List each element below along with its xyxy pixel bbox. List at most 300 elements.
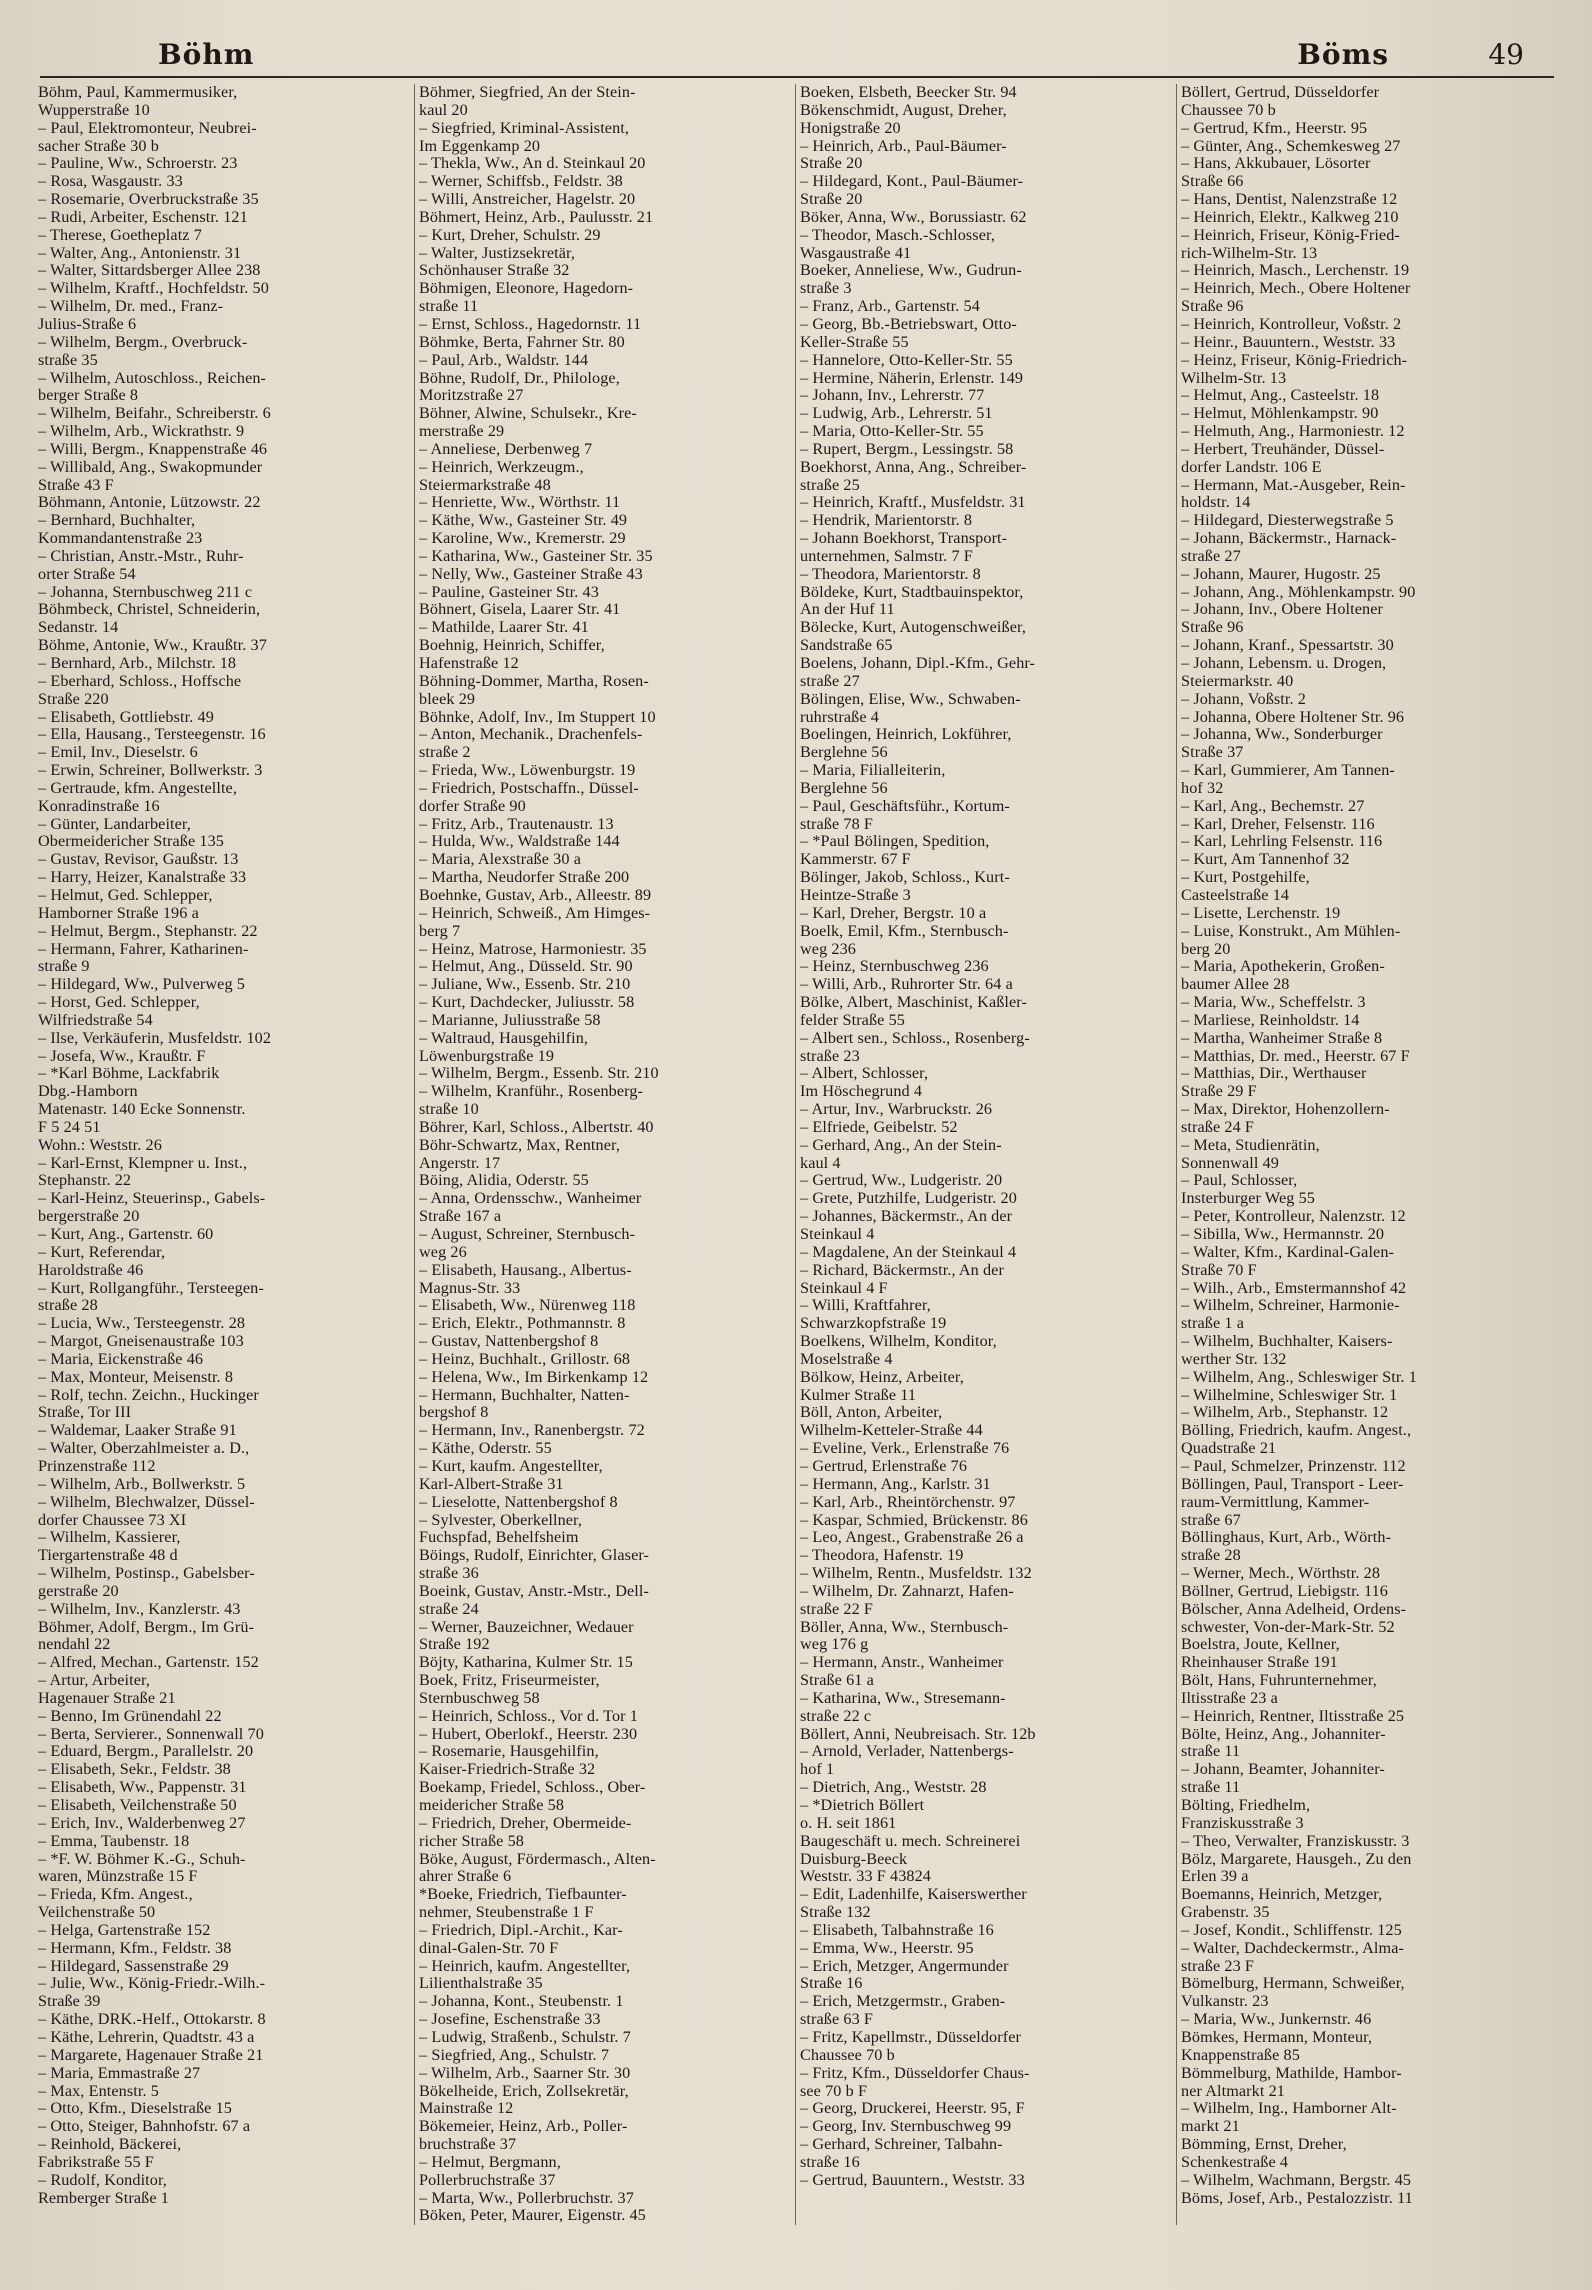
directory-entry-line: – Elisabeth, Ww., Nürenweg 118 — [419, 1297, 636, 1315]
directory-entry-line: straße 28 — [38, 1297, 98, 1315]
directory-entry-line: Chaussee 70 b — [800, 2046, 895, 2064]
directory-entry-line: – Katharina, Ww., Stresemann- — [800, 1689, 1006, 1707]
directory-entry-line: – Karl, Dreher, Felsenstr. 116 — [1181, 815, 1375, 833]
directory-entry-line: – Hildegard, Sassenstraße 29 — [38, 1957, 229, 1975]
directory-entry-line: – Fritz, Arb., Trautenaustr. 13 — [419, 815, 614, 833]
directory-entry-line: – Leo, Angest., Grabenstraße 26 a — [800, 1529, 1024, 1547]
directory-entry-line: straße 16 — [800, 2153, 860, 2171]
directory-entry-line: – Kurt, kaufm. Angestellter, — [419, 1457, 603, 1475]
directory-entry-line: – Karl-Ernst, Klempner u. Inst., — [38, 1154, 248, 1172]
directory-entry-line: – Max, Entenstr. 5 — [38, 2082, 159, 2100]
directory-entry-line: – Gertrud, Ww., Ludgeristr. 20 — [800, 1172, 1003, 1190]
directory-entry-line: – Erich, Elektr., Pothmannstr. 8 — [419, 1315, 626, 1333]
directory-entry-line: – Kurt, Am Tannenhof 32 — [1181, 851, 1350, 869]
directory-entry-line: Boemanns, Heinrich, Metzger, — [1181, 1886, 1383, 1904]
directory-entry-line: Boekamp, Friedel, Schloss., Ober- — [419, 1779, 646, 1797]
directory-entry-line: kaul 4 — [800, 1154, 841, 1172]
directory-entry-line: Straße 132 — [800, 1904, 871, 1922]
directory-entry-line: – Johann, Kranf., Spessartstr. 30 — [1181, 637, 1394, 655]
directory-entry-line: – Horst, Ged. Schlepper, — [38, 994, 200, 1012]
page-header — [40, 30, 1554, 78]
directory-entry-line: – Frieda, Kfm. Angest., — [38, 1886, 193, 1904]
directory-entry-line: – Helmut, Möhlenkampstr. 90 — [1181, 405, 1379, 423]
directory-entry-line: Böllingen, Paul, Transport - Leer- — [1181, 1475, 1404, 1493]
directory-entry-line: – Georg, Inv. Sternbuschweg 99 — [800, 2118, 1012, 2136]
directory-entry-line: Boek, Fritz, Friseurmeister, — [419, 1672, 600, 1690]
directory-entry-line: Julius-Straße 6 — [38, 315, 137, 333]
directory-entry-line: – Rupert, Bergm., Lessingstr. 58 — [800, 440, 1014, 458]
directory-entry-line: – Maria, Emmastraße 27 — [38, 2064, 201, 2082]
directory-entry-line: nendahl 22 — [38, 1636, 111, 1654]
directory-entry-line: – Henriette, Ww., Wörthstr. 11 — [419, 494, 621, 512]
directory-entry-line: – Willi, Arb., Ruhrorter Str. 64 a — [800, 976, 1013, 994]
directory-entry-line: Böllert, Anni, Neubreisach. Str. 12b — [800, 1725, 1036, 1743]
directory-entry-line: – Maria, Apothekerin, Großen- — [1181, 958, 1385, 976]
directory-entry-line: – Paul, Schmelzer, Prinzenstr. 112 — [1181, 1457, 1406, 1475]
directory-entry-line: – Pauline, Gasteiner Str. 43 — [419, 583, 599, 601]
directory-entry-line: – Therese, Goetheplatz 7 — [38, 226, 202, 244]
directory-entry-line: bleek 29 — [419, 690, 476, 708]
directory-entry-line: Sedanstr. 14 — [38, 619, 119, 637]
directory-entry-line: Wilhelm-Ketteler-Straße 44 — [800, 1422, 983, 1440]
directory-entry-line: – Johann, Voßstr. 2 — [1181, 690, 1306, 708]
directory-entry-line: – Maria, Eickenstraße 46 — [38, 1350, 204, 1368]
directory-entry-line: Fuchspfad, Behelfsheim — [419, 1529, 579, 1547]
directory-entry-line: Böke, August, Fördermasch., Alten- — [419, 1850, 656, 1868]
directory-entry-line: – Werner, Schiffsb., Feldstr. 38 — [419, 173, 623, 191]
directory-entry-line: – Wilhelm, Dr. med., Franz- — [38, 298, 224, 316]
directory-entry-line: – Paul, Arb., Waldstr. 144 — [419, 351, 589, 369]
directory-entry-line: – Elisabeth, Gottliebstr. 49 — [38, 708, 214, 726]
directory-entry-line: – Hermann, Mat.-Ausgeber, Rein- — [1181, 476, 1406, 494]
directory-entry-line: Straße 220 — [38, 690, 109, 708]
directory-entry-line: straße 27 — [1181, 547, 1241, 565]
directory-entry-line: – Gerhard, Ang., An der Stein- — [800, 1136, 1002, 1154]
directory-entry-line: – *Karl Böhme, Lackfabrik — [38, 1065, 220, 1083]
directory-entry-line: Heintze-Straße 3 — [800, 886, 911, 904]
directory-entry-line: – Walter, Dachdeckermstr., Alma- — [1181, 1939, 1405, 1957]
directory-entry-line: – Gustav, Nattenbergshof 8 — [419, 1333, 599, 1351]
directory-entry-line: – Hans, Dentist, Nalenzstraße 12 — [1181, 191, 1398, 209]
directory-entry-line: orter Straße 54 — [38, 565, 136, 583]
directory-entry-line: – Elisabeth, Talbahnstraße 16 — [800, 1921, 994, 1939]
directory-entry-line: – Artur, Arbeiter, — [38, 1672, 150, 1690]
directory-entry-line: straße 63 F — [800, 2011, 874, 2029]
directory-entry-line: – Walter, Kfm., Kardinal-Galen- — [1181, 1243, 1395, 1261]
directory-entry-line: bruchstraße 37 — [419, 2136, 517, 2154]
directory-entry-line: straße 24 F — [1181, 1118, 1255, 1136]
directory-entry-line: Bölte, Heinz, Ang., Johanniter- — [1181, 1725, 1386, 1743]
directory-entry-line: – Heinrich, Friseur, König-Fried- — [1181, 226, 1400, 244]
directory-entry-line: – Heinrich, Kontrolleur, Voßstr. 2 — [1181, 315, 1402, 333]
directory-entry-line: – Heinrich, Schloss., Vor d. Tor 1 — [419, 1707, 638, 1725]
directory-entry-line: – Walter, Sittardsberger Allee 238 — [38, 262, 261, 280]
directory-entry-line: unternehmen, Salmstr. 7 F — [800, 547, 973, 565]
directory-entry-line: – Frieda, Ww., Löwenburgstr. 19 — [419, 762, 636, 780]
directory-entry-line: – *Dietrich Böllert — [800, 1797, 925, 1814]
directory-entry-line: – Helmuth, Ang., Harmoniestr. 12 — [1181, 423, 1405, 441]
directory-entry-line: – Elfriede, Geibelstr. 52 — [800, 1118, 958, 1136]
directory-entry-line: Boehnke, Gustav, Arb., Alleestr. 89 — [419, 886, 652, 904]
directory-entry-line: Boeker, Anneliese, Ww., Gudrun- — [800, 262, 1022, 280]
directory-entry-line: Böhmigen, Eleonore, Hagedorn- — [419, 280, 634, 298]
directory-entry-line: – Heinz, Matrose, Harmoniestr. 35 — [419, 940, 647, 958]
directory-entry-line: werther Str. 132 — [1181, 1350, 1287, 1368]
directory-entry-line: – Gustav, Revisor, Gaußstr. 13 — [38, 851, 239, 869]
directory-entry-line: *Boeke, Friedrich, Tiefbaunter- — [419, 1886, 627, 1904]
directory-entry-line: Konradinstraße 16 — [38, 797, 160, 815]
directory-entry-line: – Wilhelm, Bergm., Overbruck- — [38, 333, 248, 351]
directory-entry-line: Hafenstraße 12 — [419, 655, 519, 672]
directory-entry-line: – Johannes, Bäckermstr., An der — [800, 1208, 1013, 1226]
directory-entry-line: Mainstraße 12 — [419, 2100, 514, 2118]
directory-entry-line: Haroldstraße 46 — [38, 1261, 144, 1279]
directory-entry-line: – Georg, Bb.-Betriebswart, Otto- — [800, 315, 1017, 333]
directory-entry-line: – Theodora, Marientorstr. 8 — [800, 565, 981, 583]
directory-entry-line: Straße 167 a — [419, 1208, 502, 1226]
directory-entry-line: Straße 20 — [800, 191, 863, 209]
directory-entry-line: gerstraße 20 — [38, 1582, 119, 1600]
directory-entry-line: – Anneliese, Derbenweg 7 — [419, 440, 593, 458]
directory-entry-line: – Julie, Ww., König-Friedr.-Wilh.- — [38, 1975, 266, 1993]
directory-entry-line: straße 23 F — [1181, 1957, 1255, 1975]
directory-entry-line: Straße 192 — [419, 1636, 490, 1654]
directory-entry-line: – Paul, Elektromonteur, Neubrei- — [38, 119, 257, 137]
directory-entry-line: straße 11 — [1181, 1779, 1241, 1797]
directory-entry-line: Bölling, Friedrich, kaufm. Angest., — [1181, 1422, 1412, 1440]
directory-entry-line: – Friedrich, Dreher, Obermeide- — [419, 1814, 632, 1832]
directory-entry-line: straße 35 — [38, 351, 98, 369]
directory-entry-line: Kammerstr. 67 F — [800, 851, 911, 869]
directory-entry-line: Böhnke, Adolf, Inv., Im Stuppert 10 — [419, 708, 656, 726]
directory-entry-line: Schönhauser Straße 32 — [419, 262, 570, 280]
directory-entry-line: Boeken, Elsbeth, Beecker Str. 94 — [800, 84, 1017, 101]
directory-entry-line: Chaussee 70 b — [1181, 101, 1276, 119]
directory-entry-line: Bölingen, Elise, Ww., Schwaben- — [800, 690, 1021, 708]
directory-entry-line: straße 23 — [800, 1047, 860, 1065]
directory-entry-line: Straße 20 — [800, 155, 863, 173]
directory-entry-line: hof 32 — [1181, 779, 1224, 797]
directory-entry-line: – Heinrich, Schweiß., Am Himges- — [419, 904, 651, 922]
directory-entry-line: – Theo, Verwalter, Franziskusstr. 3 — [1181, 1832, 1410, 1850]
directory-entry-line: – Maria, Ww., Junkernstr. 46 — [1181, 2011, 1372, 2029]
directory-entry-line: Steiermarkstr. 40 — [1181, 672, 1294, 690]
directory-entry-line: Duisburg-Beeck — [800, 1850, 908, 1868]
directory-entry-line: – Artur, Inv., Warbruckstr. 26 — [800, 1101, 993, 1119]
directory-entry-line: meidericher Straße 58 — [419, 1797, 565, 1814]
directory-entry-line: – Nelly, Ww., Gasteiner Straße 43 — [419, 565, 643, 583]
directory-entry-line: – Elisabeth, Sekr., Feldstr. 38 — [38, 1761, 231, 1779]
directory-entry-line: – Hildegard, Diesterwegstraße 5 — [1181, 512, 1394, 530]
directory-entry-line: Wohn.: Weststr. 26 — [38, 1136, 162, 1154]
directory-entry-line: – Wilhelm, Postinsp., Gabelsber- — [38, 1565, 255, 1583]
directory-entry-line: straße 36 — [419, 1565, 479, 1583]
directory-entry-line: Moselstraße 4 — [800, 1350, 893, 1368]
directory-entry-line: – Emil, Inv., Dieselstr. 6 — [38, 744, 198, 762]
directory-entry-line: Iltisstraße 23 a — [1181, 1689, 1278, 1707]
directory-entry-line: – Hubert, Oberlokf., Heerstr. 230 — [419, 1725, 638, 1743]
directory-entry-line: – Wilhelm, Arb., Wickrathstr. 9 — [38, 423, 245, 441]
directory-entry-line: – Peter, Kontrolleur, Nalenzstr. 12 — [1181, 1208, 1406, 1226]
directory-entry-line: – Maria, Otto-Keller-Str. 55 — [800, 423, 984, 441]
directory-entry-line: dorfer Chaussee 73 XI — [38, 1511, 187, 1529]
directory-entry-line: Boelk, Emil, Kfm., Sternbusch- — [800, 922, 1009, 940]
directory-entry-line: Bömkes, Hermann, Monteur, — [1181, 2028, 1373, 2046]
directory-entry-line: – Rudi, Arbeiter, Eschenstr. 121 — [38, 208, 248, 226]
directory-entry-line: – Wilhelm, Beifahr., Schreiberstr. 6 — [38, 405, 271, 423]
directory-entry-line: – Elisabeth, Veilchenstraße 50 — [38, 1797, 237, 1814]
directory-entry-line: – August, Schreiner, Sternbusch- — [419, 1226, 636, 1243]
directory-entry-line: straße 67 — [1181, 1511, 1241, 1529]
directory-entry-line: Berglehne 56 — [800, 779, 888, 797]
directory-entry-line: Casteelstraße 14 — [1181, 886, 1290, 904]
directory-entry-line: Grabenstr. 35 — [1181, 1904, 1270, 1922]
directory-entry-line: – Helmut, Bergmann, — [419, 2153, 561, 2171]
directory-entry-line: – Willi, Bergm., Knappenstraße 46 — [38, 440, 268, 458]
directory-entry-line: Böhner, Alwine, Schulsekr., Kre- — [419, 405, 637, 423]
directory-entry-line: Straße 61 a — [800, 1672, 874, 1690]
directory-entry-line: – Berta, Servierer., Sonnenwall 70 — [38, 1725, 264, 1743]
directory-entry-line: Boelingen, Heinrich, Lokführer, — [800, 726, 1012, 744]
directory-entry-line: Boelstra, Joute, Kellner, — [1181, 1636, 1340, 1654]
directory-entry-line: Obermeidericher Straße 135 — [38, 833, 224, 851]
directory-entry-line: Keller-Straße 55 — [800, 333, 909, 351]
directory-entry-line: Berglehne 56 — [800, 744, 888, 762]
directory-entry-line: Honigstraße 20 — [800, 119, 901, 137]
directory-entry-line: – Georg, Druckerei, Heerstr. 95, F — [800, 2100, 1025, 2118]
directory-entry-line: – Matthias, Dir., Werthauser — [1181, 1065, 1367, 1083]
directory-entry-line: – Hermann, Fahrer, Katharinen- — [38, 940, 249, 958]
directory-entry-line: Fabrikstraße 55 F — [38, 2153, 154, 2171]
directory-entry-line: – Josefine, Eschenstraße 33 — [419, 2011, 601, 2029]
directory-entry-line: Straße 96 — [1181, 619, 1244, 637]
directory-entry-line: berger Straße 8 — [38, 387, 139, 405]
directory-entry-line: – Eduard, Bergm., Parallelstr. 20 — [38, 1743, 254, 1761]
directory-entry-line: Böllinghaus, Kurt, Arb., Wörth- — [1181, 1529, 1392, 1547]
directory-entry-line: Böhmbeck, Christel, Schneiderin, — [38, 601, 261, 619]
directory-entry-line: – Kurt, Referendar, — [38, 1243, 166, 1261]
column-3 — [796, 84, 1177, 2225]
header-last-entry: Böms — [1297, 38, 1389, 71]
directory-entry-line: straße 9 — [38, 958, 90, 976]
directory-entry-line: ahrer Straße 6 — [419, 1868, 512, 1886]
directory-entry-line: Böjty, Katharina, Kulmer Str. 15 — [419, 1654, 633, 1672]
directory-entry-line: Prinzenstraße 112 — [38, 1457, 156, 1475]
directory-entry-line: – Kurt, Dreher, Schulstr. 29 — [419, 226, 601, 244]
directory-entry-line: – Walter, Ang., Antonienstr. 31 — [38, 244, 242, 262]
directory-entry-line: Böhm, Paul, Kammermusiker, — [38, 84, 238, 101]
directory-entry-line: Wupperstraße 10 — [38, 101, 150, 119]
directory-entry-line: – Bernhard, Arb., Milchstr. 18 — [38, 655, 237, 672]
directory-entry-line: – Wilhelmine, Schleswiger Str. 1 — [1181, 1386, 1398, 1404]
directory-entry-line: Bömelburg, Hermann, Schweißer, — [1181, 1975, 1405, 1993]
directory-entry-line: – Werner, Mech., Wörthstr. 28 — [1181, 1565, 1381, 1583]
directory-entry-line: Böhme, Antonie, Ww., Kraußtr. 37 — [38, 637, 267, 655]
directory-entry-line: – Lisette, Lerchenstr. 19 — [1181, 904, 1341, 922]
directory-entry-line: straße 22 c — [800, 1707, 872, 1725]
directory-entry-line: – Johanna, Kont., Steubenstr. 1 — [419, 1993, 624, 2011]
directory-entry-line: – Alfred, Mechan., Gartenstr. 152 — [38, 1654, 259, 1672]
directory-entry-line: – Heinrich, Werkzeugm., — [419, 458, 584, 476]
directory-entry-line: – Heinrich, Masch., Lerchenstr. 19 — [1181, 262, 1410, 280]
directory-entry-line: Bölecke, Kurt, Autogenschweißer, — [800, 619, 1026, 637]
directory-entry-line: – Johann, Inv., Obere Holtener — [1181, 601, 1383, 619]
directory-entry-line: – Theodora, Hafenstr. 19 — [800, 1547, 964, 1565]
directory-entry-line: Boelens, Johann, Dipl.-Kfm., Gehr- — [800, 655, 1036, 672]
directory-entry-line: – Willibald, Ang., Swakopmunder — [38, 458, 263, 476]
directory-entry-line: Moritzstraße 27 — [419, 387, 524, 405]
directory-entry-line: Bölting, Friedhelm, — [1181, 1797, 1311, 1814]
directory-entry-line: – Reinhold, Bäckerei, — [38, 2136, 182, 2154]
directory-entry-line: Straße 43 F — [38, 476, 114, 494]
directory-entry-line: straße 3 — [800, 280, 852, 298]
directory-entry-line: – Johann, Inv., Lehrerstr. 77 — [800, 387, 985, 405]
directory-entry-line: Matenastr. 140 Ecke Sonnenstr. — [38, 1101, 246, 1119]
directory-entry-line: straße 27 — [800, 672, 860, 690]
directory-entry-line: Weststr. 33 F 43824 — [800, 1868, 932, 1886]
directory-entry-line: – Pauline, Ww., Schroerstr. 23 — [38, 155, 238, 173]
directory-entry-line: – Franz, Arb., Gartenstr. 54 — [800, 298, 980, 316]
directory-entry-line: – Heinrich, Kraftf., Musfeldstr. 31 — [800, 494, 1026, 512]
directory-entry-line: ruhrstraße 4 — [800, 708, 879, 726]
directory-entry-line: – Friedrich, Postschaffn., Düssel- — [419, 779, 639, 797]
directory-entry-line: – Kurt, Dachdecker, Juliusstr. 58 — [419, 994, 635, 1012]
directory-entry-line: Im Eggenkamp 20 — [419, 137, 541, 155]
directory-entry-line: – Johann, Bäckermstr., Harnack- — [1181, 530, 1397, 548]
directory-entry-line: – Eberhard, Schloss., Hoffsche — [38, 672, 242, 690]
directory-entry-line: Remberger Straße 1 — [38, 2189, 169, 2207]
directory-entry-line: Wilfriedstraße 54 — [38, 1011, 153, 1029]
directory-entry-line: – Willi, Anstreicher, Hagelstr. 20 — [419, 191, 636, 209]
directory-entry-line: – Paul, Schlosser, — [1181, 1172, 1298, 1190]
directory-entry-line: Böllner, Gertrud, Liebigstr. 116 — [1181, 1582, 1388, 1600]
directory-entry-line: – Albert sen., Schloss., Rosenberg- — [800, 1029, 1030, 1047]
directory-entry-line: – Katharina, Ww., Gasteiner Str. 35 — [419, 547, 653, 565]
directory-entry-line: – Kurt, Ang., Gartenstr. 60 — [38, 1226, 214, 1243]
directory-entry-line: dorfer Landstr. 106 E — [1181, 458, 1322, 476]
directory-entry-line: – Sylvester, Oberkellner, — [419, 1511, 583, 1529]
directory-entry-line: – Gerhard, Schreiner, Talbahn- — [800, 2136, 1003, 2154]
directory-entry-line: Straße, Tor III — [38, 1404, 132, 1422]
directory-entry-line: weg 176 g — [800, 1636, 869, 1654]
directory-entry-line: Böller, Anna, Ww., Sternbusch- — [800, 1618, 1009, 1636]
directory-entry-line: Boekhorst, Anna, Ang., Schreiber- — [800, 458, 1027, 476]
directory-entry-line: – Josef, Kondit., Schliffenstr. 125 — [1181, 1921, 1402, 1939]
directory-entry-line: – Max, Monteur, Meisenstr. 8 — [38, 1368, 234, 1386]
directory-entry-line: schwester, Von-der-Mark-Str. 52 — [1181, 1618, 1395, 1636]
directory-entry-line: – Wilhelm, Inv., Kanzlerstr. 43 — [38, 1600, 241, 1618]
directory-entry-line: Baugeschäft u. mech. Schreinerei — [800, 1832, 1021, 1850]
directory-entry-line: – Siegfried, Ang., Schulstr. 7 — [419, 2046, 610, 2064]
directory-entry-line: Schwarzkopfstraße 19 — [800, 1315, 947, 1333]
directory-entry-line: – Elisabeth, Ww., Pappenstr. 31 — [38, 1779, 247, 1797]
directory-entry-line: Insterburger Weg 55 — [1181, 1190, 1315, 1208]
directory-entry-line: – Hermann, Inv., Ranenbergstr. 72 — [419, 1422, 645, 1440]
directory-entry-line: Straße 37 — [1181, 744, 1244, 762]
directory-entry-line: – Wilhelm, Dr. Zahnarzt, Hafen- — [800, 1582, 1014, 1600]
directory-entry-line: Sternbuschweg 58 — [419, 1689, 540, 1707]
directory-entry-line: – Paul, Geschäftsführ., Kortum- — [800, 797, 1010, 815]
directory-entry-line: – Luise, Konstrukt., Am Mühlen- — [1181, 922, 1401, 940]
directory-entry-line: – Helga, Gartenstraße 152 — [38, 1921, 211, 1939]
directory-entry-line: – Max, Direktor, Hohenzollern- — [1181, 1101, 1390, 1119]
directory-entry-line: – Wilhelm, Buchhalter, Kaisers- — [1181, 1333, 1393, 1351]
directory-entry-line: Vulkanstr. 23 — [1181, 1993, 1269, 2011]
directory-entry-line: – Erich, Metzger, Angermunder — [800, 1957, 1009, 1975]
directory-entry-line: – Richard, Bäckermstr., An der — [800, 1261, 1004, 1279]
directory-entry-line: – Kurt, Rollgangführ., Tersteegen- — [38, 1279, 264, 1297]
directory-entry-line: – Helmut, Bergm., Stephanstr. 22 — [38, 922, 258, 940]
directory-entry-line: – Marliese, Reinholdstr. 14 — [1181, 1011, 1360, 1029]
directory-entry-line: – Karl-Heinz, Steuerinsp., Gabels- — [38, 1190, 266, 1208]
directory-entry-line: – Maria, Alexstraße 30 a — [419, 851, 581, 869]
directory-entry-line: – Willi, Kraftfahrer, — [800, 1297, 931, 1315]
directory-entry-line: Böhmer, Siegfried, An der Stein- — [419, 84, 636, 101]
directory-entry-line: – Emma, Taubenstr. 18 — [38, 1832, 190, 1850]
directory-entry-line: – Mathilde, Laarer Str. 41 — [419, 619, 589, 637]
directory-entry-line: – Fritz, Kfm., Düsseldorfer Chaus- — [800, 2064, 1030, 2082]
directory-entry-line: – Wilhelm, Kassierer, — [38, 1529, 181, 1547]
directory-entry-line: Straße 29 F — [1181, 1083, 1257, 1101]
directory-entry-line: – Margot, Gneisenaustraße 103 — [38, 1333, 244, 1351]
directory-entry-line: sacher Straße 30 b — [38, 137, 159, 155]
directory-entry-line: Bölt, Hans, Fuhrunternehmer, — [1181, 1672, 1377, 1690]
directory-entry-line: Steiermarkstraße 48 — [419, 476, 551, 494]
directory-entry-line: Tiergartenstraße 48 d — [38, 1547, 178, 1565]
directory-entry-line: – Theodor, Masch.-Schlosser, — [800, 226, 995, 244]
directory-entry-line: see 70 b F — [800, 2082, 868, 2100]
directory-entry-line: Böhmke, Berta, Fahrner Str. 80 — [419, 333, 625, 351]
directory-entry-line: – Hermine, Näherin, Erlenstr. 149 — [800, 369, 1024, 387]
directory-entry-line: straße 25 — [800, 476, 860, 494]
directory-entry-line: Straße 70 F — [1181, 1261, 1257, 1279]
directory-entry-line: – Ludwig, Arb., Lehrerstr. 51 — [800, 405, 993, 423]
column-4 — [1177, 84, 1558, 2225]
directory-entry-line: – Käthe, Ww., Gasteiner Str. 49 — [419, 512, 628, 530]
directory-entry-line: – Erich, Metzgermstr., Graben- — [800, 1993, 1006, 2011]
directory-entry-line: berg 7 — [419, 922, 461, 940]
directory-entry-line: dinal-Galen-Str. 70 F — [419, 1939, 559, 1957]
directory-entry-line: – Maria, Filialleiterin, — [800, 762, 946, 780]
directory-entry-line: Straße 96 — [1181, 298, 1244, 316]
directory-entry-line: – Heinrich, Rentner, Iltisstraße 25 — [1181, 1707, 1405, 1725]
directory-entry-line: Böldeke, Kurt, Stadtbauinspektor, — [800, 583, 1024, 601]
directory-entry-line: – Fritz, Kapellmstr., Düsseldorfer — [800, 2028, 1021, 2046]
directory-entry-line: – Wilhelm, Kranführ., Rosenberg- — [419, 1083, 644, 1101]
directory-entry-line: – Heinr., Bauuntern., Weststr. 33 — [1181, 333, 1396, 351]
directory-entry-line: – Karl, Gummierer, Am Tannen- — [1181, 762, 1395, 780]
directory-entry-line: – Wilhelm, Arb., Saarner Str. 30 — [419, 2064, 631, 2082]
directory-entry-line: – Meta, Studienrätin, — [1181, 1136, 1320, 1154]
directory-entry-line: straße 11 — [419, 298, 479, 316]
directory-entry-line: bergshof 8 — [419, 1404, 489, 1422]
directory-entry-line: – Bernhard, Buchhalter, — [38, 512, 196, 530]
directory-entry-line: – Wilh., Arb., Emstermannshof 42 — [1181, 1279, 1407, 1297]
directory-entry-line: Böhning-Dommer, Martha, Rosen- — [419, 672, 649, 690]
directory-entry-line: – Elisabeth, Hausang., Albertus- — [419, 1261, 632, 1279]
directory-entry-line: Böings, Rudolf, Einrichter, Glaser- — [419, 1547, 650, 1565]
directory-entry-line: – Heinrich, Elektr., Kalkweg 210 — [1181, 208, 1399, 226]
directory-entry-line: raum-Vermittlung, Kammer- — [1181, 1493, 1370, 1511]
directory-entry-line: – Magdalene, An der Steinkaul 4 — [800, 1243, 1017, 1261]
directory-entry-line: Boelkens, Wilhelm, Konditor, — [800, 1333, 997, 1351]
directory-entry-line: – Heinrich, Mech., Obere Holtener — [1181, 280, 1411, 298]
directory-entry-line: waren, Münzstraße 15 F — [38, 1868, 198, 1886]
directory-entry-line: – Ludwig, Straßenb., Schulstr. 7 — [419, 2028, 631, 2046]
directory-entry-line: – Grete, Putzhilfe, Ludgeristr. 20 — [800, 1190, 1017, 1208]
directory-entry-line: – *Paul Bölingen, Spedition, — [800, 833, 990, 851]
directory-entry-line: holdstr. 14 — [1181, 494, 1251, 512]
